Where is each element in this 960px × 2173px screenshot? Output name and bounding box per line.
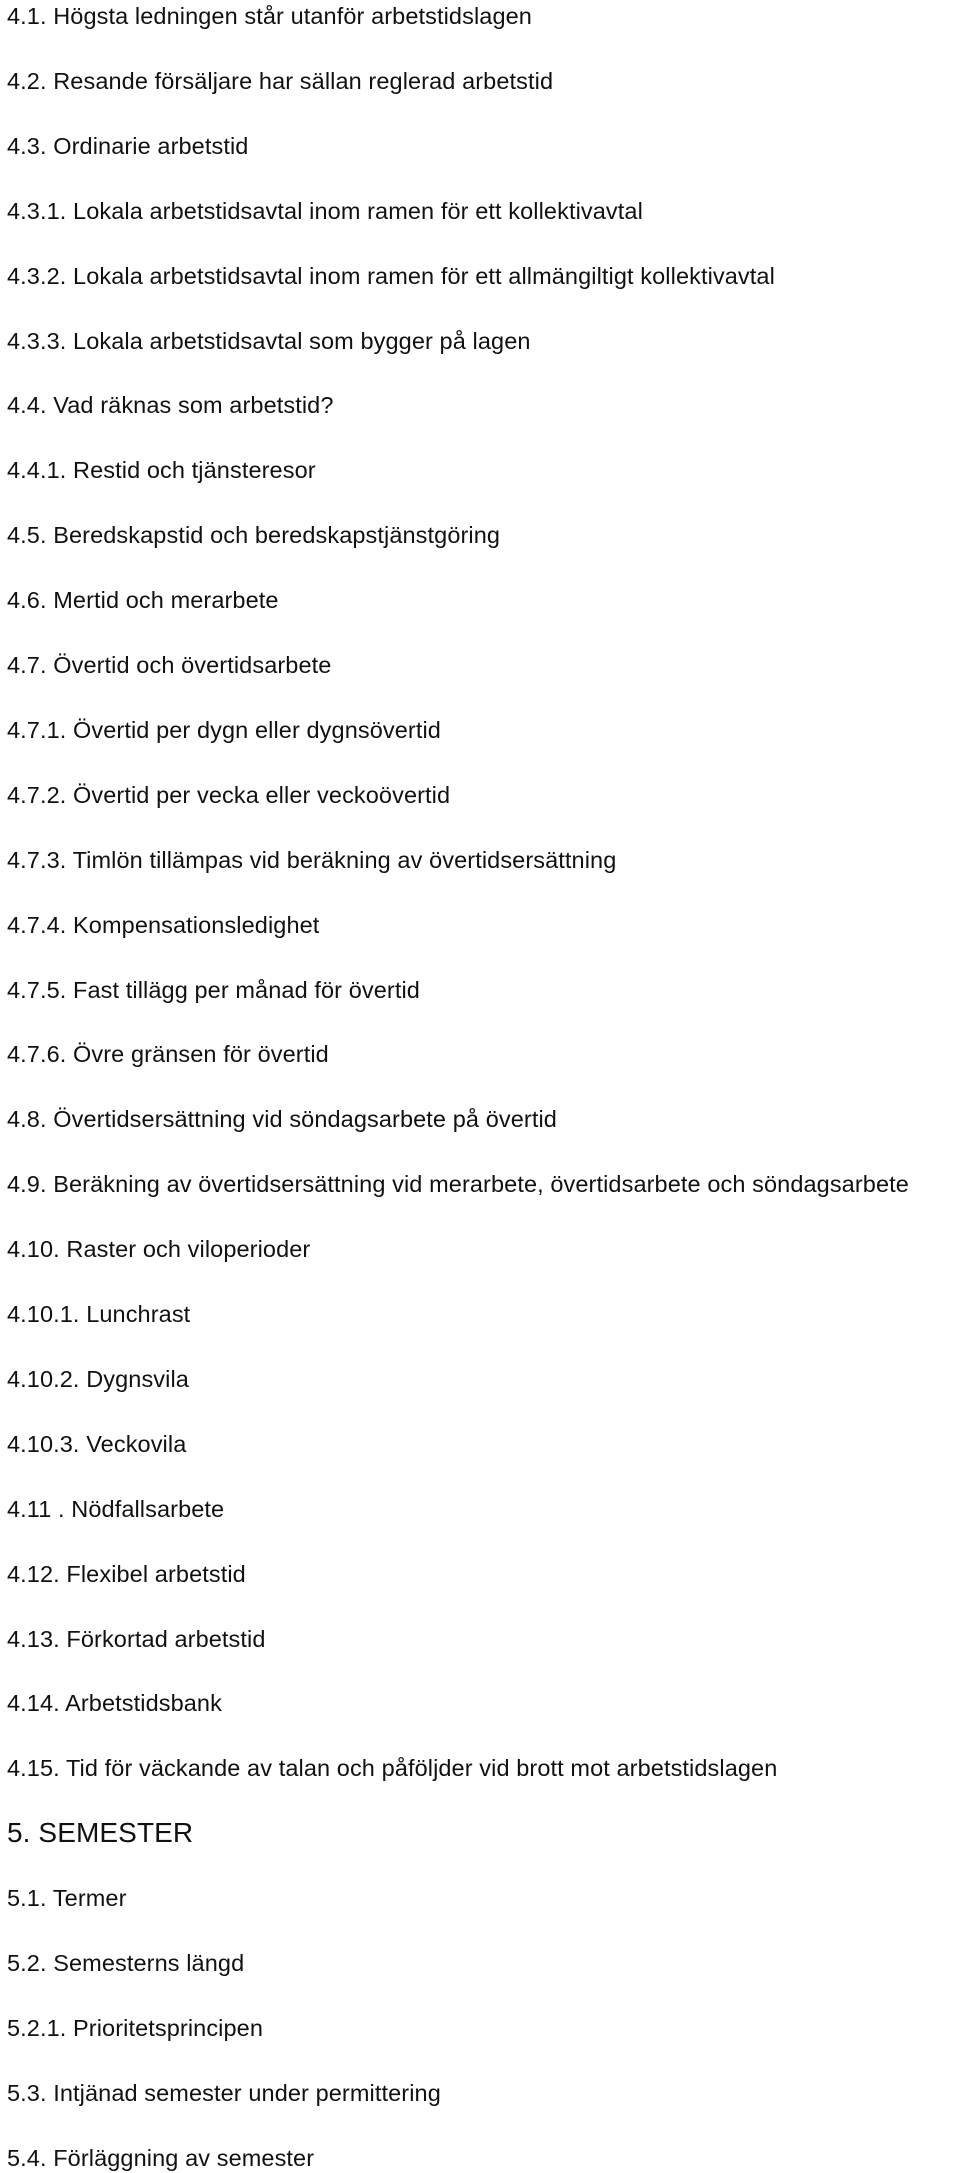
toc-entry: 4.7.6. Övre gränsen för övertid bbox=[7, 1041, 329, 1068]
toc-entry: 4.9. Beräkning av övertidsersättning vid merarbete, övertidsarbete och söndagsarbete bbox=[7, 1171, 909, 1198]
toc-entry: 5.1. Termer bbox=[7, 1885, 127, 1912]
toc-entry: 4.5. Beredskapstid och beredskapstjänstgöring bbox=[7, 522, 501, 549]
toc-entry: 4.7.1. Övertid per dygn eller dygnsövertid bbox=[7, 716, 441, 743]
toc-entry: 4.4. Vad räknas som arbetstid? bbox=[7, 392, 334, 419]
toc-entry: 5.4. Förläggning av semester bbox=[7, 2144, 315, 2171]
toc-entry: 4.8. Övertidsersättning vid söndagsarbete på övertid bbox=[7, 1106, 557, 1133]
toc-entry: 4.7.5. Fast tillägg per månad för övertid bbox=[7, 976, 420, 1003]
toc-entry: 4.15. Tid för väckande av talan och påföljder vid brott mot arbetstidslagen bbox=[7, 1755, 778, 1782]
toc-entry: 4.10.2. Dygnsvila bbox=[7, 1365, 189, 1392]
section-heading: 5. SEMESTER bbox=[7, 1817, 194, 1849]
toc-entry: 4.7.3. Timlön tillämpas vid beräkning av övertidsersättning bbox=[7, 846, 617, 873]
toc-entry: 4.13. Förkortad arbetstid bbox=[7, 1625, 266, 1652]
toc-entry: 4.7. Övertid och övertidsarbete bbox=[7, 652, 332, 678]
toc-entry: 4.14. Arbetstidsbank bbox=[7, 1690, 222, 1717]
toc-entry: 4.6. Mertid och merarbete bbox=[7, 587, 279, 614]
toc-entry: 4.10.3. Veckovila bbox=[7, 1430, 187, 1457]
toc-entry: 4.11 . Nödfallsarbete bbox=[7, 1495, 225, 1522]
toc-entry: 4.3.3. Lokala arbetstidsavtal som bygger på lagen bbox=[7, 327, 531, 354]
toc-entry: 4.4.1. Restid och tjänsteresor bbox=[7, 457, 316, 484]
toc-entry: 4.3. Ordinarie arbetstid bbox=[7, 132, 249, 159]
toc-entry: 5.2. Semesterns längd bbox=[7, 1950, 245, 1976]
toc-entry: 4.2. Resande försäljare har sällan reglerad arbetstid bbox=[7, 67, 554, 94]
toc-entry: 4.3.1. Lokala arbetstidsavtal inom ramen för ett kollektivavtal bbox=[7, 197, 643, 224]
toc-entry: 4.7.4. Kompensationsledighet bbox=[7, 911, 320, 938]
toc-entry: 4.3.2. Lokala arbetstidsavtal inom ramen för ett allmängiltigt kollektivavtal bbox=[7, 262, 775, 289]
toc-entry: 5.2.1. Prioritetsprincipen bbox=[7, 2014, 264, 2041]
toc-entry: 4.12. Flexibel arbetstid bbox=[7, 1560, 246, 1587]
toc-entry: 4.7.2. Övertid per vecka eller veckoövertid bbox=[7, 781, 451, 808]
toc-entry: 4.10.1. Lunchrast bbox=[7, 1301, 191, 1327]
toc-entry: 4.10. Raster och viloperioder bbox=[7, 1236, 311, 1263]
toc-entry: 4.1. Högsta ledningen står utanför arbetstidslagen bbox=[7, 3, 532, 29]
toc-entry: 5.3. Intjänad semester under permittering bbox=[7, 2079, 441, 2106]
